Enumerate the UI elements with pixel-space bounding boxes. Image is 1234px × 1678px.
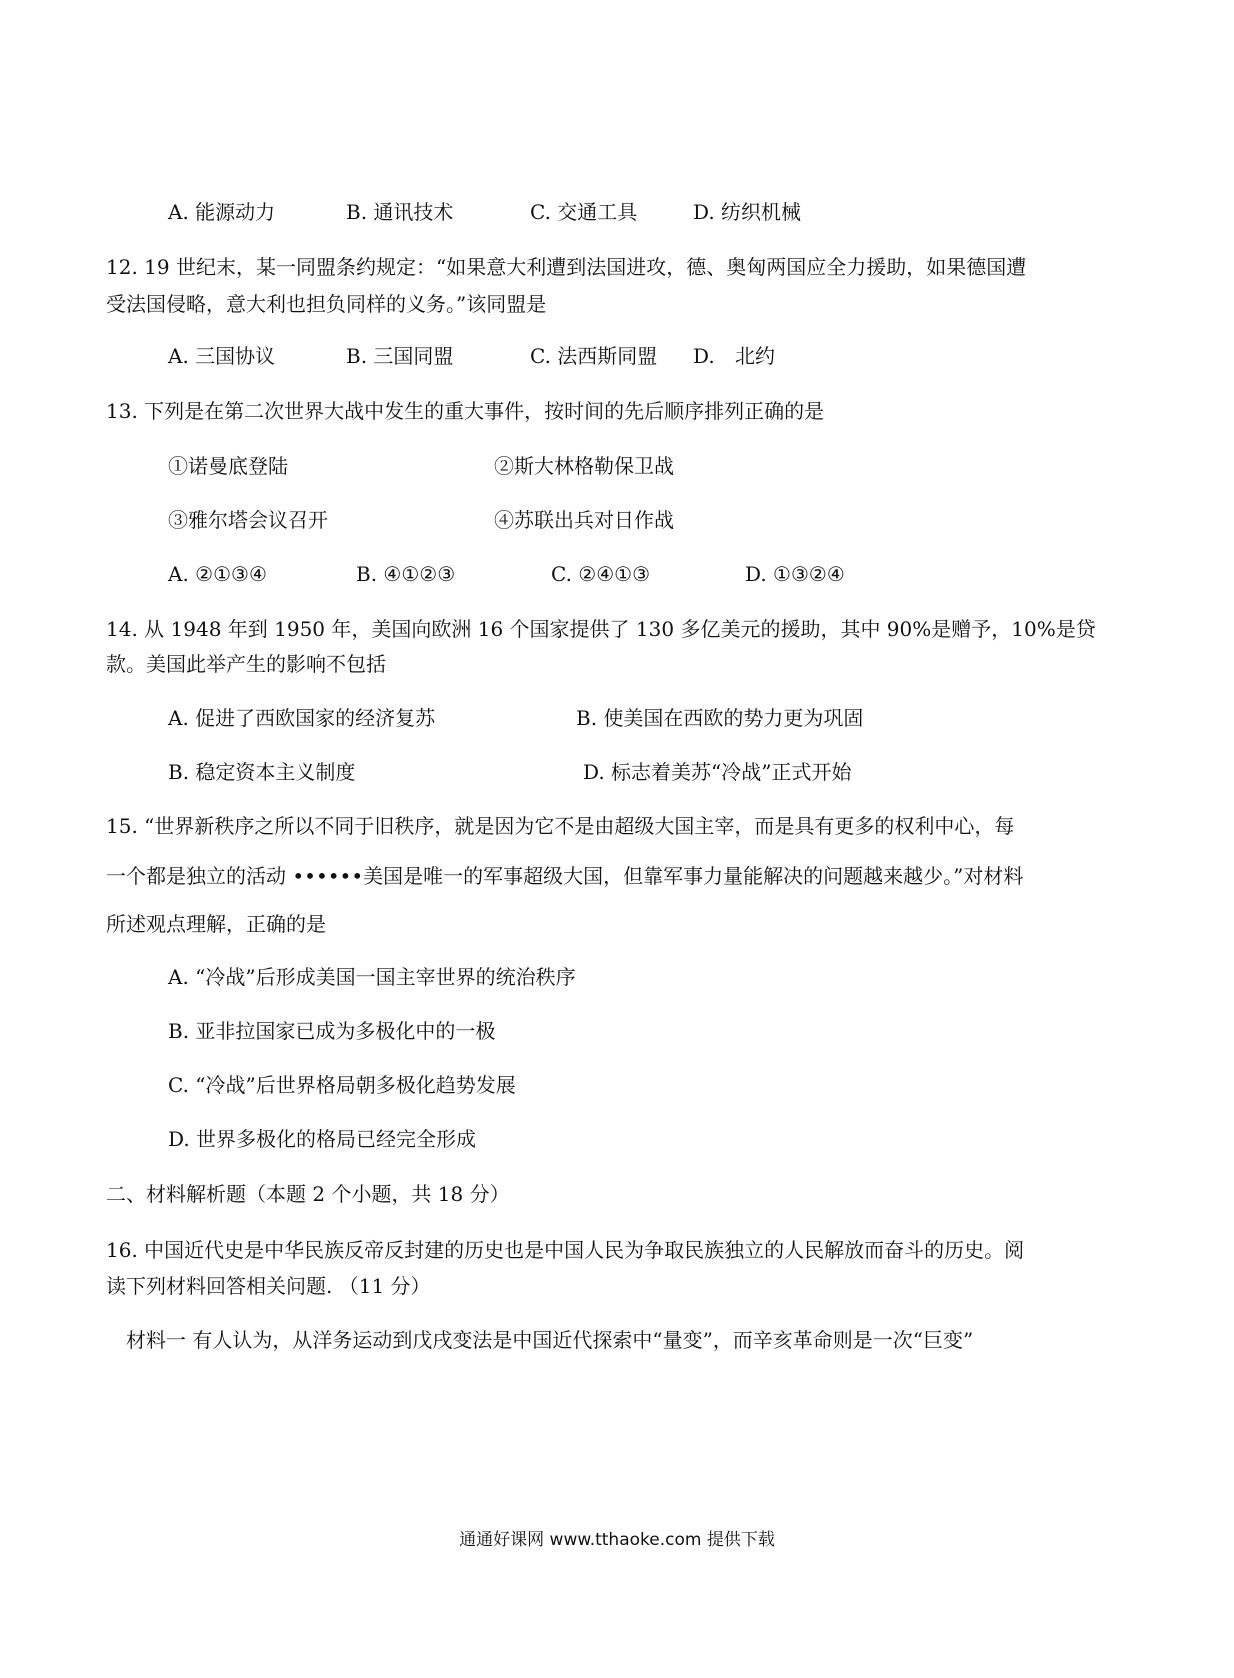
q13-stem: 13. 下列是在第二次世界大战中发生的重大事件，按时间的先后顺序排列正确的是 xyxy=(106,399,825,423)
q16-stem-line1: 16. 中国近代史是中华民族反帝反封建的历史也是中国人民为争取民族独立的人民解放而奋斗的历史。阅 xyxy=(106,1238,1025,1262)
footer-download-note: 通通好课网 www.tthaoke.com 提供下载 xyxy=(459,1530,775,1550)
q13-event-1: ①诺曼底登陆 xyxy=(168,454,288,478)
q14-option-b: B. 使美国在西欧的势力更为巩固 xyxy=(576,706,864,730)
section2-heading: 二、材料解析题（本题 2 个小题，共 18 分） xyxy=(106,1182,510,1206)
q13-option-a: A. ②①③④ xyxy=(168,562,267,586)
q14-stem-line2: 款。美国此举产生的影响不包括 xyxy=(106,652,386,676)
q13-event-2: ②斯大林格勒保卫战 xyxy=(494,454,674,478)
q15-stem-line1: 15. “世界新秩序之所以不同于旧秩序，就是因为它不是由超级大国主宰，而是具有更多的权利中心，每 xyxy=(106,814,1015,838)
q12-stem-line2: 受法国侵略，意大利也担负同样的义务。”该同盟是 xyxy=(106,292,547,316)
q15-option-d: D. 世界多极化的格局已经完全形成 xyxy=(168,1127,477,1151)
q16-material1: 材料一 有人认为，从洋务运动到戊戌变法是中国近代探索中“量变”，而辛亥革命则是一次“巨变” xyxy=(126,1328,974,1352)
q15-option-b: B. 亚非拉国家已成为多极化中的一极 xyxy=(168,1019,496,1043)
q12-option-c: C. 法西斯同盟 xyxy=(530,344,658,368)
q12-option-d-text: 北约 xyxy=(735,344,775,368)
q13-option-b: B. ④①②③ xyxy=(356,562,456,586)
q11-option-b: B. 通讯技术 xyxy=(346,200,454,224)
q12-stem-line1: 12. 19 世纪末，某一同盟条约规定：“如果意大利遭到法国进攻，德、奥匈两国应全力援助，如果德国遭 xyxy=(106,255,1027,279)
q11-option-d: D. 纺织机械 xyxy=(693,200,802,224)
q11-option-a: A. 能源动力 xyxy=(168,200,276,224)
q13-option-c: C. ②④①③ xyxy=(551,562,651,586)
q15-option-a: A. “冷战”后形成美国一国主宰世界的统治秩序 xyxy=(168,965,576,989)
q13-option-d: D. ①③②④ xyxy=(745,562,845,586)
q15-option-c: C. “冷战”后世界格局朝多极化趋势发展 xyxy=(168,1073,516,1097)
q13-event-4: ④苏联出兵对日作战 xyxy=(494,508,674,532)
q14-option-d: D. 标志着美苏“冷战”正式开始 xyxy=(583,760,852,784)
q12-option-b: B. 三国同盟 xyxy=(346,344,454,368)
q11-option-c: C. 交通工具 xyxy=(530,200,638,224)
q13-event-3: ③雅尔塔会议召开 xyxy=(168,508,328,532)
q12-option-a: A. 三国协议 xyxy=(168,344,276,368)
q12-option-d-letter: D. xyxy=(693,344,715,368)
q14-option-a: A. 促进了西欧国家的经济复苏 xyxy=(168,706,436,730)
q15-stem-line2: 一个都是独立的活动 ••••••美国是唯一的军事超级大国，但靠军事力量能解决的问题越来越少。”对材料 xyxy=(106,864,1024,888)
q14-option-c: B. 稳定资本主义制度 xyxy=(168,760,356,784)
q16-stem-line2: 读下列材料回答相关问题. （11 分） xyxy=(106,1274,431,1298)
q15-stem-line3: 所述观点理解，正确的是 xyxy=(106,912,326,936)
q14-stem-line1: 14. 从 1948 年到 1950 年，美国向欧洲 16 个国家提供了 130 多亿美元的援助，其中 90%是赠予，10%是贷 xyxy=(106,617,1096,641)
